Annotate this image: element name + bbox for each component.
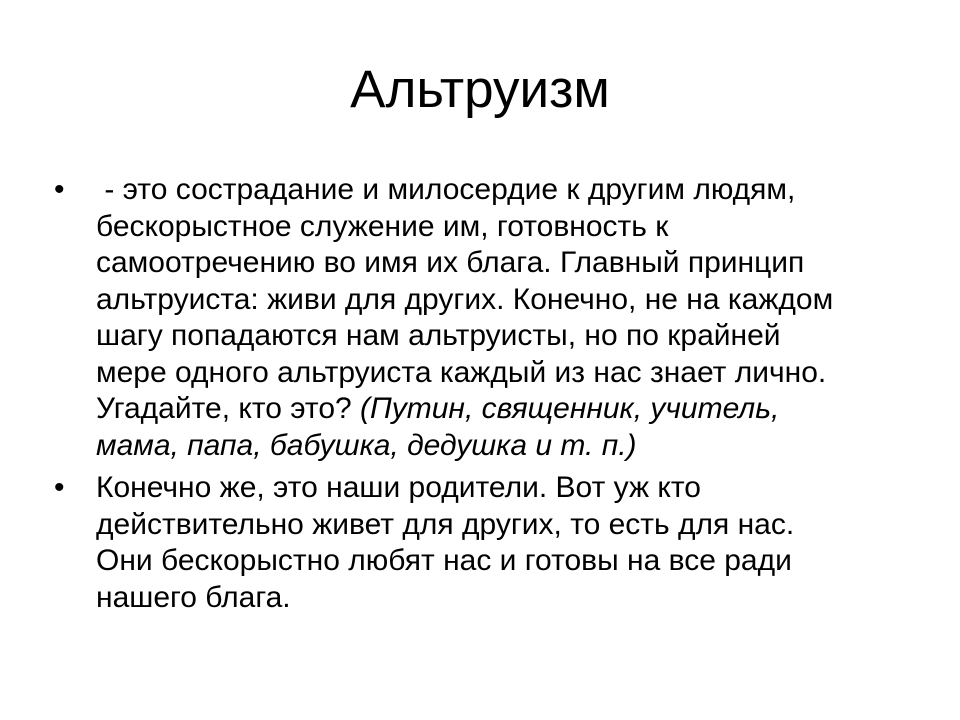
bullet-text-line: - это сострадание и милосердие к другим людям, — [96, 173, 796, 206]
bullet-text-line: альтруиста: живи для других. Конечно, не на каждом — [96, 282, 834, 316]
bullet-text-line: самоотречению во имя их блага. Главный принцип — [96, 246, 805, 279]
bullet-icon: • — [54, 173, 65, 206]
bullet-icon: • — [54, 471, 65, 504]
bullet-item-definition — [54, 172, 914, 464]
bullet-text-line-mixed — [96, 391, 914, 428]
bullet-text-line: бескорыстное служение им, готовность к — [96, 209, 669, 243]
bullet-item-parents — [54, 470, 914, 616]
question-text: Угадайте, кто это? — [96, 392, 361, 425]
italic-answer-text: мама, папа, бабушка, дедушка и т. п.) — [96, 428, 637, 462]
slide-title: Альтруизм — [350, 60, 610, 119]
bullet-text-line: нашего блага. — [96, 580, 291, 614]
bullet-text-line: Они бескорыстно любят нас и готовы на все ради — [96, 544, 792, 577]
bullet-text-line: действительно живет для других, то есть для нас. — [96, 507, 795, 541]
bullet-text-line: Конечно же, это наши родители. Вот уж кто — [96, 471, 701, 504]
slide-body — [54, 172, 914, 622]
italic-answer-text: (Путин, священник, учитель, — [360, 392, 780, 425]
bullet-text-line: шагу попадаются нам альтруисты, но по крайней — [96, 319, 781, 352]
bullet-text-line: мере одного альтруиста каждый из нас знает лично. — [96, 355, 827, 389]
